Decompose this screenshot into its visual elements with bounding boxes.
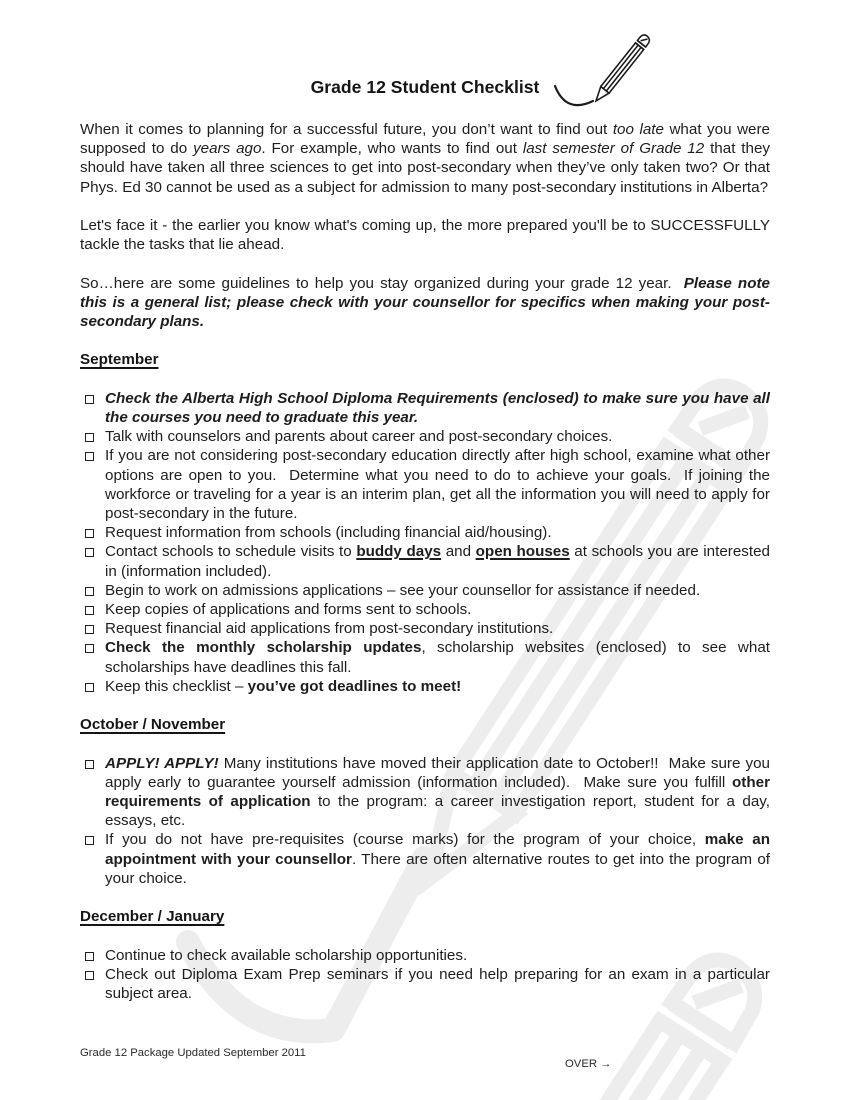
checklist-item-text — [105, 523, 770, 542]
text-run: other requirements of application — [105, 773, 775, 811]
text-run: at schools you are interested in (information included). — [105, 543, 775, 580]
checklist-item-text — [105, 446, 775, 523]
text-run: and — [441, 543, 476, 561]
checklist-item-text — [105, 638, 775, 676]
checkbox-bullet-icon — [85, 836, 94, 845]
section-heading-text: September — [80, 351, 159, 369]
text-run: make an appointment with your counsellor — [105, 831, 775, 868]
text-run: Check the monthly scholarship updates — [105, 639, 422, 657]
text-run: Begin to work on admissions applications – see your counsellor for assistance if needed. — [105, 581, 701, 599]
text-run: Let's face it - the earlier you know what's coming up, the more prepared you'll be to SUCCESSFULLY tackle the tasks that lie ahead. — [80, 217, 775, 254]
section-heading — [80, 350, 770, 369]
checkbox-bullet-icon — [85, 529, 94, 538]
checklist-item-text — [105, 677, 770, 696]
checklist-item — [80, 389, 775, 427]
checklist-item — [80, 965, 775, 1003]
text-run: Continue to check available scholarship opportunities. — [105, 946, 468, 964]
text-run: to the program: a career investigation report, student for a day, essays, etc. — [105, 793, 775, 830]
checkbox-bullet-icon — [85, 683, 94, 692]
text-run: last semester of Grade 12 — [522, 140, 705, 158]
intro-paragraph — [80, 120, 775, 197]
text-run: Keep this checklist – — [105, 677, 248, 695]
checklist-item-text — [105, 619, 770, 638]
intro-paragraph — [80, 216, 775, 254]
text-run: Talk with counselors and parents about career and post-secondary choices. — [105, 428, 613, 446]
text-run: that they should have taken all three sciences to get into post-secondary when they’ve only taken two? Or that Phys. Ed 30 cannot be used as a subject for admission to many post-secondary institutions in Alberta? — [80, 140, 775, 196]
checkbox-bullet-icon — [85, 433, 94, 442]
checklist-item — [80, 619, 770, 638]
sections — [80, 350, 775, 1003]
checklist-item — [80, 542, 775, 580]
text-run: Many institutions have moved their application date to October!! Make sure you apply early to guarantee yourself admission (information included). Make sure you fulfill — [105, 754, 775, 791]
section-heading — [80, 715, 770, 734]
checklist-item-text — [105, 830, 775, 888]
text-run: Request information from schools (including financial aid/housing). — [105, 524, 552, 542]
checklist-item-text — [105, 600, 770, 619]
section-heading — [80, 907, 770, 926]
text-run: Please note this is a general list; please check with your counsellor for specifics when making your post-secondary plans. — [80, 274, 775, 330]
text-run: open houses — [475, 543, 570, 561]
over-label: OVER — [565, 1058, 598, 1070]
checkbox-bullet-icon — [85, 971, 94, 980]
checklist — [80, 389, 775, 696]
checkbox-bullet-icon — [85, 452, 94, 461]
text-run: APPLY! APPLY! — [105, 754, 219, 772]
text-run: So…here are some guidelines to help you stay organized during your grade 12 year. — [80, 274, 684, 292]
page-title: Grade 12 Student Checklist — [310, 77, 540, 97]
text-run: Check out Diploma Exam Prep seminars if you need help preparing for an exam in a particular subject area. — [105, 965, 775, 1003]
checklist-item — [80, 638, 775, 676]
checkbox-bullet-icon — [85, 625, 94, 634]
footer-over — [565, 1057, 611, 1071]
checkbox-bullet-icon — [85, 587, 94, 596]
text-run: years ago — [193, 140, 262, 158]
checklist-item — [80, 581, 770, 600]
intro — [80, 120, 775, 331]
checklist-item — [80, 600, 770, 619]
text-run: If you are not considering post-secondary education directly after high school, examine what other options are open to you. Determine what you need to do to achieve your goals. If joining the workforce or traveling for a year is an interim plan, get all the information you will need to apply for post-secondary in the future. — [105, 447, 775, 522]
checklist-item — [80, 446, 775, 523]
checklist-item — [80, 677, 770, 696]
text-run: buddy days — [356, 543, 442, 561]
checklist-item — [80, 830, 775, 888]
text-run: , scholarship websites (enclosed) to see what scholarships have deadlines this fall. — [105, 639, 775, 676]
checkbox-bullet-icon — [85, 644, 94, 653]
checkbox-bullet-icon — [85, 548, 94, 557]
checklist-item-text — [105, 542, 775, 580]
text-run: Check the Alberta High School Diploma Requirements (enclosed) to make sure you have all the courses you need to graduate this year. — [105, 389, 775, 426]
pencil-checkmark-icon — [548, 20, 670, 122]
text-run: Request financial aid applications from post-secondary institutions. — [105, 620, 554, 638]
checkbox-bullet-icon — [85, 606, 94, 615]
checklist-item — [80, 946, 770, 965]
text-run: When it comes to planning for a successful future, you don’t want to find out — [80, 121, 613, 138]
text-run: . For example, who wants to find out — [261, 140, 523, 158]
text-run: Contact schools to schedule visits to — [105, 543, 357, 561]
checklist-item — [80, 754, 775, 831]
intro-paragraph — [80, 274, 775, 332]
checklist-item-text — [105, 965, 775, 1003]
right-arrow-icon: → — [600, 1058, 612, 1070]
text-run: you’ve got deadlines to meet! — [247, 677, 462, 695]
checklist-item-text — [105, 754, 775, 831]
section-heading-text: December / January — [80, 908, 225, 926]
checklist-item — [80, 523, 770, 542]
section-heading-text: October / November — [80, 716, 226, 734]
checklist — [80, 946, 775, 1004]
checklist — [80, 754, 775, 888]
checklist-item-text — [105, 427, 770, 446]
checklist-item-text — [105, 581, 770, 600]
footer-note: Grade 12 Package Updated September 2011 — [80, 1047, 306, 1059]
text-run: If you do not have pre-requisites (course marks) for the program of your choice, — [105, 831, 705, 849]
text-run: too late — [612, 121, 664, 138]
text-run: what you were supposed to do — [80, 121, 775, 158]
checklist-item-text — [105, 946, 770, 965]
checkbox-bullet-icon — [85, 952, 94, 961]
text-run: . There are often alternative routes to get into the program of your choice. — [105, 850, 775, 887]
checklist-item-text — [105, 389, 775, 427]
text-run: Keep copies of applications and forms sent to schools. — [105, 601, 472, 619]
checklist-item — [80, 427, 770, 446]
checkbox-bullet-icon — [85, 760, 94, 769]
checkbox-bullet-icon — [85, 395, 94, 404]
